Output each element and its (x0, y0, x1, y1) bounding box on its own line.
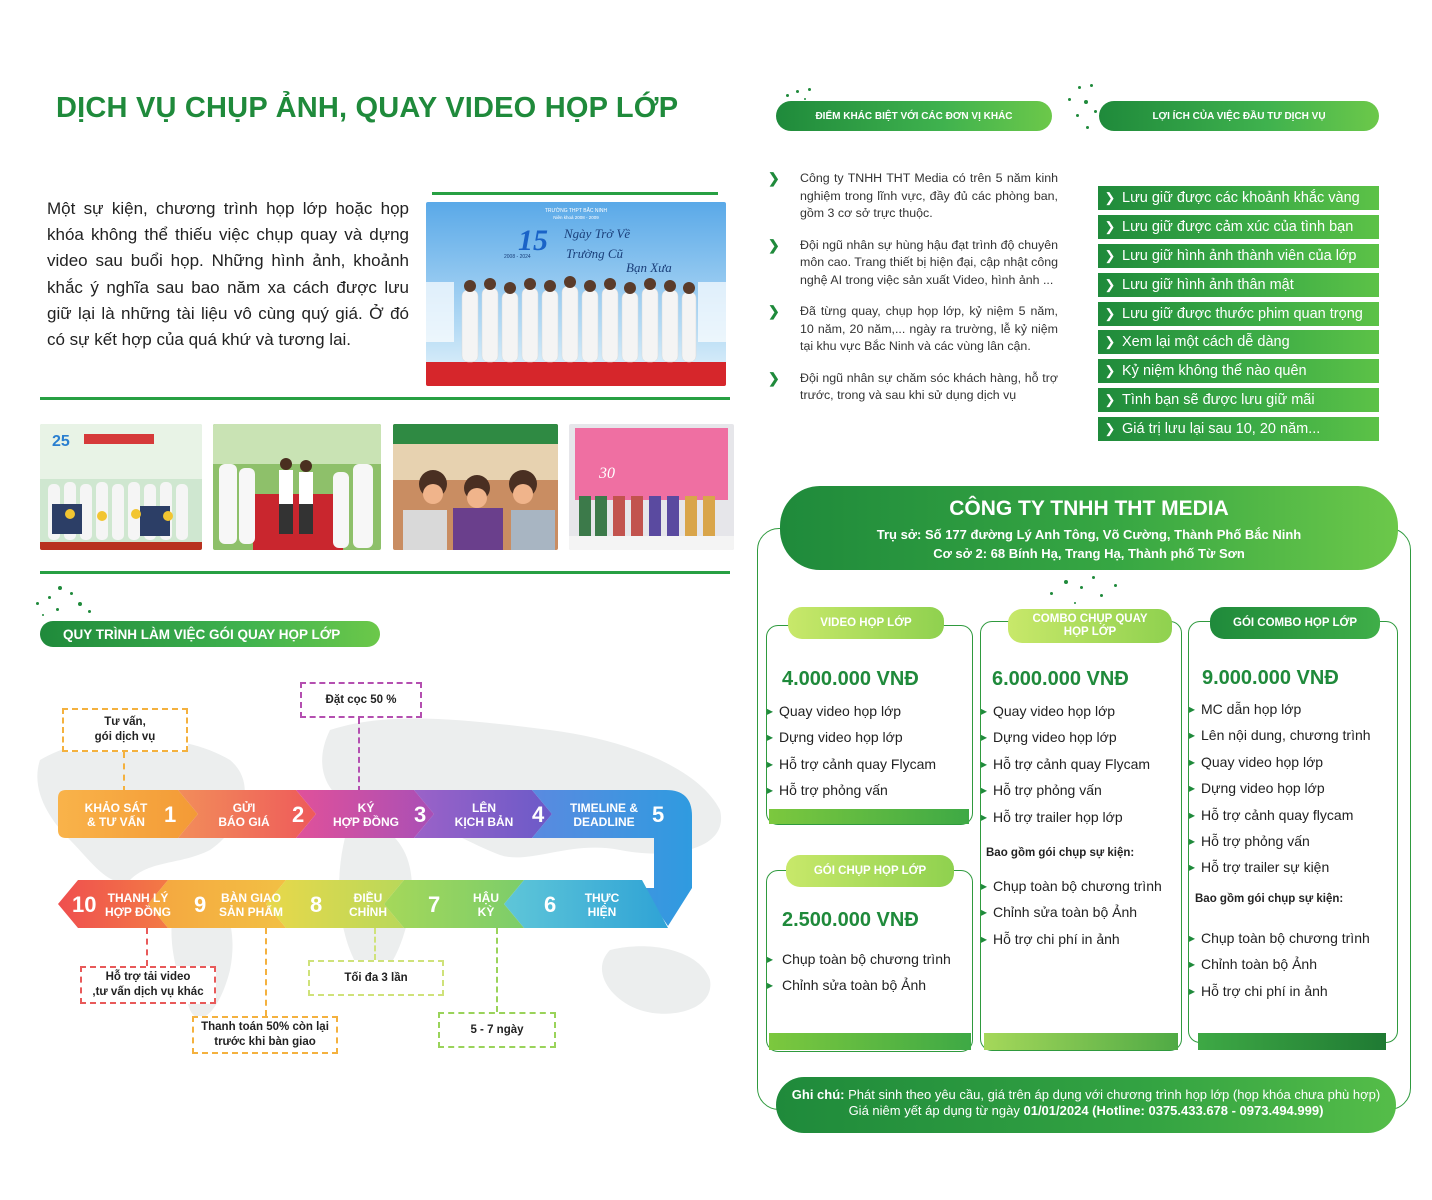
step-5 (556, 790, 686, 840)
step-10 (72, 880, 190, 930)
package-bar (769, 1033, 971, 1050)
package-bar (984, 1033, 1178, 1050)
callout-payment-line1: Thanh toán 50% còn lại (201, 1021, 329, 1033)
step-8-number: 8 (310, 892, 323, 917)
callout-support (80, 966, 216, 1004)
list-item: ▸ MC dẫn họp lớp (1189, 696, 1371, 722)
package-full-price: 9.000.000 VNĐ (1202, 667, 1339, 689)
benefit-text: Lưu giữ hình ảnh thân mật (1122, 277, 1294, 293)
differences-header: ĐIỂM KHÁC BIỆT VỚI CÁC ĐƠN VỊ KHÁC (776, 101, 1052, 131)
event-photo-4 (569, 424, 734, 550)
list-item: ▸ Hỗ trợ trailer sự kiện (1189, 854, 1371, 880)
benefit-item (1098, 186, 1379, 210)
svg-text:30: 30 (599, 465, 615, 482)
list-item: ▸ Chụp toàn bộ chương trình (981, 873, 1162, 899)
benefit-text: Lưu giữ được cảm xúc của tình bạn (1122, 219, 1354, 235)
benefit-text: Xem lại một cách dễ dàng (1122, 334, 1290, 350)
connector (496, 928, 498, 1012)
photo-anniversary-number: 15 (518, 224, 548, 257)
chevron-right-icon: ❯ (1104, 190, 1116, 205)
decor-dots (1040, 572, 1130, 612)
benefit-text: Giá trị lưu lại sau 10, 20 năm... (1122, 421, 1321, 437)
benefit-text: Lưu giữ hình ảnh thành viên của lớp (1122, 248, 1357, 264)
package-combo-name (1008, 609, 1172, 643)
photo-school-line: TRƯỜNG THPT BẮC NINH (544, 208, 608, 214)
list-item: ▸ Chụp toàn bộ chương trình (1189, 925, 1370, 951)
list-item: ▸ Dựng video họp lớp (981, 724, 1150, 750)
list-item: ▸ Chỉnh sửa toàn bộ Ảnh (767, 972, 951, 998)
decor-dots (28, 584, 108, 624)
list-item (768, 170, 1058, 223)
callout-deposit: Đặt cọc 50 % (300, 682, 422, 718)
list-item: ▸ Hỗ trợ phỏng vấn (767, 777, 936, 803)
step-6-number: 6 (544, 892, 557, 917)
intro-paragraph: Một sự kiện, chương trình họp lớp hoặc họp khóa không thể thiếu việc chụp quay và dựng video sau buổi họp. Những hình ảnh, khoảnh khắc ý nghĩa sau bao năm xa cách được lưu giữ lại là những tài liệu vô cùng quý giá. Ở đó có sự kết hợp của quá khứ và tương lai. (47, 199, 409, 350)
package-combo-photo-features (981, 873, 1162, 952)
company-banner (780, 486, 1398, 570)
list-item: ▸ Lên nội dung, chương trình (1189, 722, 1371, 748)
step-2 (196, 790, 326, 840)
step-8-label-2: CHỈNH (349, 905, 387, 919)
chevron-right-icon: ❯ (768, 303, 780, 319)
package-full-subtitle: Bao gồm gói chụp sự kiện: (1195, 893, 1344, 905)
step-8-label-1: ĐIỀU (353, 891, 383, 905)
event-photo-1 (40, 424, 202, 550)
package-photo-features (767, 946, 951, 999)
step-10-label-2: HỢP ĐỒNG (104, 905, 172, 919)
list-item (768, 370, 1058, 405)
step-5-label-1: TIMELINE & (570, 801, 638, 815)
decor-dots (1064, 82, 1104, 138)
chevron-right-icon: ❯ (1104, 219, 1116, 234)
list-item: ▸ Hỗ trợ cảnh quay flycam (1189, 802, 1371, 828)
note-text-1: Phát sinh theo yêu cầu, giá trên áp dụng với chương trình họp lớp (họp khóa chưa phù hợp) (844, 1087, 1381, 1102)
list-item-text: Công ty TNHH THT Media có trên 5 năm kinh nghiệm trong lĩnh vực, đầy đủ các phòng ban, gồm 3 cơ sở trực thuộc. (800, 171, 1058, 220)
benefit-text: Kỷ niệm không thể nào quên (1122, 363, 1307, 379)
chevron-right-icon: ❯ (1104, 392, 1116, 407)
chevron-right-icon: ❯ (768, 236, 780, 253)
package-combo-subtitle: Bao gồm gói chụp sự kiện: (986, 847, 1135, 859)
list-item-text: Đã từng quay, chụp họp lớp, kỷ niệm 5 năm, 10 năm, 20 năm,... ngày ra trường, lễ kỷ niệm tại khu vực Bắc Ninh và các vùng lân cận. (800, 304, 1058, 353)
package-combo-features (981, 698, 1150, 830)
step-7-label-1: HẬU (473, 891, 499, 905)
list-item: ▸ Chỉnh sửa toàn bộ Ảnh (981, 899, 1162, 925)
step-5-label-2: DEADLINE (573, 815, 635, 829)
differences-list (768, 170, 1058, 419)
connector (265, 928, 267, 1016)
list-item: ▸ Chụp toàn bộ chương trình (767, 946, 951, 972)
callout-consult-line2: gói dịch vụ (94, 731, 156, 743)
benefit-text: Tình bạn sẽ được lưu giữ mãi (1122, 392, 1315, 408)
list-item-text: Đội ngũ nhân sự hùng hậu đạt trình độ chuyên môn cao. Trang thiết bị hiện đại, cập nhật công nghệ AI trong việc sản xuất Video, hình ảnh ... (800, 237, 1058, 287)
benefit-item (1098, 330, 1379, 354)
note-label: Ghi chú: (791, 1087, 845, 1102)
connector (123, 752, 125, 792)
list-item: ▸ Dựng video họp lớp (1189, 775, 1371, 801)
photo-script-1: Ngày Trở Về (564, 226, 631, 241)
chevron-right-icon: ❯ (768, 170, 780, 186)
step-6-label-2: HIỆN (587, 905, 617, 919)
chevron-right-icon: ❯ (1104, 363, 1116, 378)
svg-text:25: 25 (52, 433, 70, 450)
note-date-hotline: 01/01/2024 (Hotline: 0375.433.678 - 0973.494.999) (1023, 1103, 1324, 1118)
benefits-header: LỢI ÍCH CỦA VIỆC ĐẦU TƯ DỊCH VỤ (1099, 101, 1379, 131)
package-combo-price: 6.000.000 VNĐ (992, 668, 1129, 690)
package-combo-name-2: HỌP LỚP (1063, 626, 1117, 638)
note-text-2: Giá niêm yết áp dụng từ ngày (848, 1103, 1024, 1118)
step-3-label-1: KÝ (357, 801, 375, 815)
step-10-number: 10 (72, 892, 97, 917)
package-video-name: VIDEO HỌP LỚP (788, 607, 944, 639)
callout-edits: Tối đa 3 lần (308, 960, 444, 996)
company-address-1: Trụ sở: Số 177 đường Lý Anh Tông, Võ Cường, Thành Phố Bắc Ninh (876, 527, 1302, 542)
step-7 (428, 880, 546, 930)
callout-days: 5 - 7 ngày (438, 1012, 556, 1048)
company-address-2: Cơ sở 2: 68 Bính Hạ, Trang Hạ, Thành phố Từ Sơn (933, 546, 1245, 561)
step-2-label-2: BÁO GIÁ (218, 815, 270, 829)
chevron-right-icon: ❯ (1104, 334, 1116, 349)
package-combo-name-1: COMBO CHỤP QUAY (1032, 613, 1148, 625)
step-8 (310, 880, 428, 930)
step-2-label-1: GỬI (232, 801, 256, 815)
chevron-right-icon: ❯ (768, 369, 780, 386)
step-4 (436, 790, 566, 840)
company-name: CÔNG TY TNHH THT MEDIA (949, 497, 1229, 520)
list-item: ▸ Hỗ trợ phỏng vấn (981, 777, 1150, 803)
step-4-label-2: KỊCH BẢN (454, 815, 514, 829)
connector (358, 718, 360, 792)
photo-script-2: Trường Cũ (566, 246, 624, 261)
package-full-features (1189, 696, 1371, 881)
step-3 (318, 790, 448, 840)
list-item-text: Đội ngũ nhân sự chăm sóc khách hàng, hỗ trợ trước, trong và sau khi sử dụng dịch vụ (800, 370, 1058, 402)
list-item (768, 303, 1058, 356)
step-9 (194, 880, 312, 930)
benefit-text: Lưu giữ được các khoảnh khắc vàng (1122, 190, 1360, 206)
list-item: ▸ Hỗ trợ chi phí in ảnh (981, 926, 1162, 952)
callout-consult-line1: Tư vấn, (104, 716, 146, 728)
step-3-number: 3 (414, 802, 427, 827)
step-1-label-2: & TƯ VẤN (87, 815, 145, 829)
list-item: ▸ Quay video họp lớp (767, 698, 936, 724)
callout-support-line2: ,tư vấn dịch vụ khác (92, 986, 204, 998)
photo-year-line: Niên khoá 2008 - 2009 (553, 215, 599, 220)
step-1 (68, 790, 198, 840)
step-6-label-1: THỰC (584, 891, 620, 905)
package-photo-name: GÓI CHỤP HỌP LỚP (786, 855, 954, 887)
step-9-number: 9 (194, 892, 207, 917)
main-event-photo (426, 202, 726, 386)
list-item: ▸ Quay video họp lớp (1189, 749, 1371, 775)
package-video-features (767, 698, 936, 804)
divider (40, 397, 730, 400)
process-header: QUY TRÌNH LÀM VIỆC GÓI QUAY HỌP LỚP (40, 621, 380, 647)
list-item: ▸ Hỗ trợ trailer họp lớp (981, 804, 1150, 830)
callout-consult (62, 708, 188, 752)
package-bar (769, 809, 969, 824)
step-1-number: 1 (164, 802, 177, 827)
package-full-photo-features (1189, 925, 1370, 1004)
list-item: ▸ Hỗ trợ chi phí in ảnh (1189, 978, 1370, 1004)
benefit-text: Lưu giữ được thước phim quan trọng (1122, 306, 1363, 322)
step-6 (544, 880, 662, 930)
benefit-item (1098, 388, 1379, 412)
step-4-label-1: LÊN (472, 801, 496, 815)
step-2-number: 2 (292, 802, 305, 827)
list-item: ▸ Hỗ trợ cảnh quay Flycam (767, 751, 936, 777)
chevron-right-icon: ❯ (1104, 306, 1116, 321)
list-item: ▸ Hỗ trợ phỏng vấn (1189, 828, 1371, 854)
divider (40, 571, 730, 574)
event-photo-2 (213, 424, 381, 550)
callout-payment-line2: trước khi bàn giao (214, 1036, 316, 1048)
benefit-item (1098, 417, 1379, 441)
list-item: ▸ Chỉnh toàn bộ Ảnh (1189, 951, 1370, 977)
step-9-label-1: BÀN GIAO (221, 891, 281, 905)
callout-support-line1: Hỗ trợ tải video (105, 971, 191, 983)
list-item: ▸ Quay video họp lớp (981, 698, 1150, 724)
chevron-right-icon: ❯ (1104, 421, 1116, 436)
list-item: ▸ Dựng video họp lớp (767, 724, 936, 750)
step-7-label-2: KỲ (477, 905, 495, 919)
page-title: DỊCH VỤ CHỤP ẢNH, QUAY VIDEO HỌP LỚP (56, 92, 679, 124)
step-10-label-1: THANH LÝ (107, 891, 169, 905)
package-full-name: GÓI COMBO HỌP LỚP (1210, 607, 1380, 639)
package-photo-price: 2.500.000 VNĐ (782, 909, 919, 931)
benefit-item (1098, 244, 1379, 268)
photo-anniversary-years: 2008 - 2024 (504, 254, 531, 260)
connector (374, 928, 376, 960)
event-photo-3 (393, 424, 558, 550)
step-3-label-2: HỢP ĐỒNG (332, 815, 400, 829)
step-4-number: 4 (532, 802, 545, 827)
step-5-number: 5 (652, 802, 665, 827)
benefit-item (1098, 215, 1379, 239)
list-item (768, 237, 1058, 290)
photo-script-3: Bạn Xưa (626, 260, 672, 275)
divider (432, 192, 718, 195)
step-1-label-1: KHẢO SÁT (84, 801, 148, 815)
package-bar (1198, 1033, 1386, 1050)
callout-payment (192, 1016, 338, 1054)
step-9-label-2: SẢN PHẨM (218, 905, 283, 919)
benefit-item (1098, 359, 1379, 383)
list-item: ▸ Hỗ trợ cảnh quay Flycam (981, 751, 1150, 777)
benefit-item (1098, 302, 1379, 326)
package-video-price: 4.000.000 VNĐ (782, 668, 919, 690)
chevron-right-icon: ❯ (1104, 248, 1116, 263)
connector (146, 928, 148, 966)
chevron-right-icon: ❯ (1104, 277, 1116, 292)
note-banner (776, 1077, 1396, 1133)
step-7-number: 7 (428, 892, 441, 917)
benefit-item (1098, 273, 1379, 297)
